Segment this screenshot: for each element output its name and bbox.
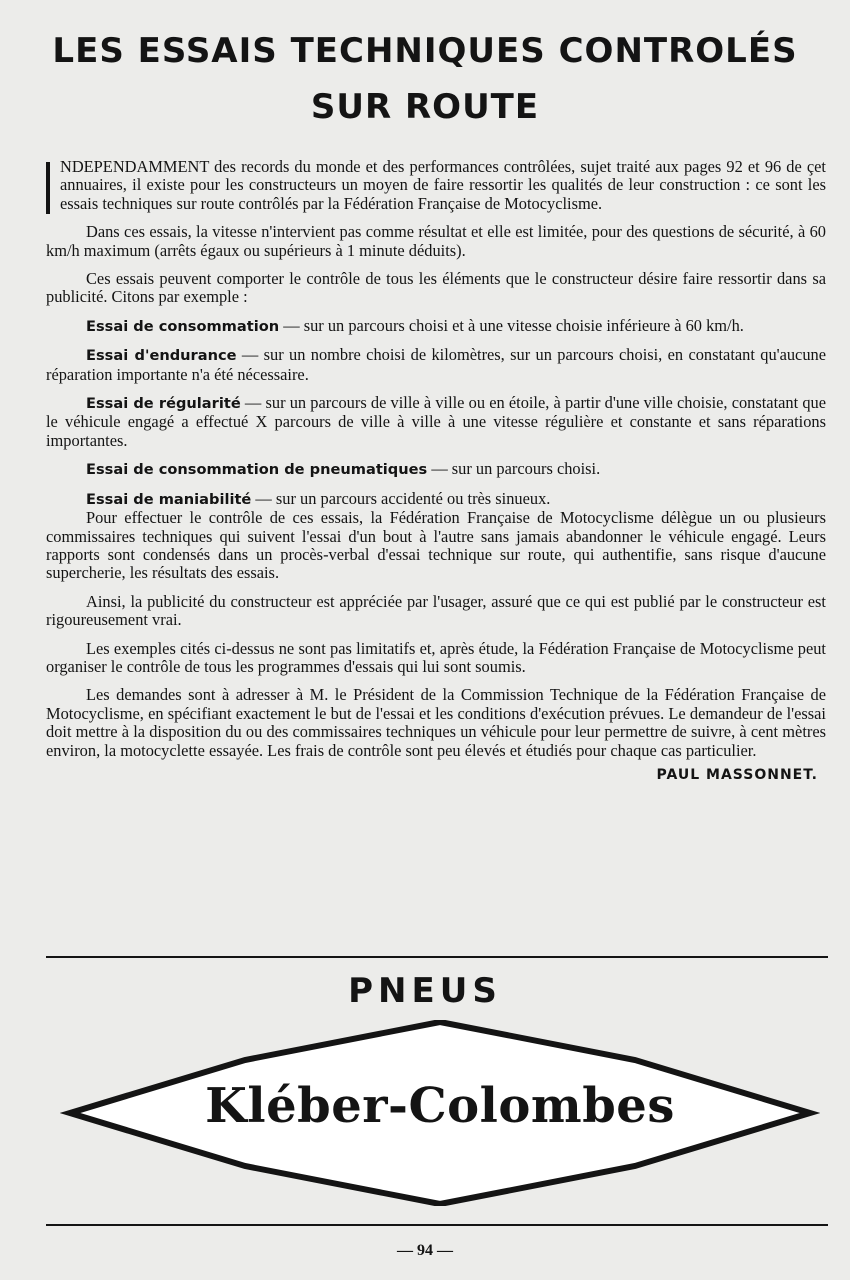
- intro-paragraph: [46, 158, 826, 213]
- paragraph-exemples: Les exemples cités ci-dessus ne sont pas limitatifs et, après étude, la Fédération Française de Motocyclisme peut organiser le contrôle de tous les programmes d'essais qui lui sont soumis.: [46, 638, 826, 676]
- advert-brand-name: Kléber-Colombes: [205, 1078, 675, 1134]
- list-item-text: — sur un nombre choisi de kilomètres, sur un parcours choisi, en constatant qu'aucune réparation importante n'a été nécessaire.: [46, 345, 826, 384]
- list-item-text: — sur un parcours choisi et à une vitesse choisie inférieure à 60 km/h.: [279, 315, 744, 335]
- divider-bottom: [46, 1224, 828, 1226]
- list-item-text: — sur un parcours accidenté ou très sinueux.: [251, 488, 551, 508]
- paragraph-controls: Ces essais peuvent comporter le contrôle de tous les éléments que le constructeur désire faire ressortir dans sa publicité. Citons par exemple :: [46, 269, 826, 307]
- list-item-text: — sur un parcours choisi.: [427, 459, 601, 479]
- page-number: — 94 —: [397, 1242, 453, 1259]
- author-signature: PAUL MASSONNET.: [656, 766, 818, 783]
- advert-heading: PNEUS: [348, 971, 502, 1011]
- list-item-pneumatiques: [46, 460, 826, 479]
- list-item-label: Essai d'endurance: [86, 347, 237, 365]
- list-item-endurance: [46, 346, 826, 384]
- list-item-text: — sur un parcours de ville à ville ou en étoile, à partir d'une ville choisie, constatant que le véhicule engagé a effectué X parcours de ville à ville à une vitesse régulière et constante et sans réparations importantes.: [46, 393, 826, 450]
- list-item-label: Essai de consommation: [86, 317, 280, 335]
- paragraph-demandes: Les demandes sont à adresser à M. le Président de la Commission Technique de la Fédération Française de Motocyclisme, en spécifiant exactement le but de l'essai et les conditions d'exécution prévues. Le demandeur de l'essai doit mettre à la disposition du ou des commissaires techniques un véhicule pour leur permettre de suivre, à cent mètres environ, la motocyclette essayée. Les frais de contrôle sont peu élevés et étudiés pour chaque cas particulier.: [46, 685, 826, 760]
- list-item-label: Essai de consommation de pneumatiques: [86, 461, 428, 479]
- divider-top: [46, 956, 828, 958]
- list-item-regularite: [46, 394, 826, 450]
- list-item-label: Essai de maniabilité: [86, 490, 252, 508]
- list-item-consommation: [46, 317, 826, 336]
- paragraph-publicite: Ainsi, la publicité du constructeur est appréciée par l'usager, assuré que ce qui est publié par le constructeur est rigoureusement vrai.: [46, 591, 826, 630]
- paragraph-commissaires: Pour effectuer le contrôle de ces essais, la Fédération Française de Motocyclisme délègue un ou plusieurs commissaires techniques qui suivent l'essai d'un bout à l'autre sans jamais abandonner le véhicule engagé. Leurs rapports sont condensés dans un procès-verbal d'essai technique sur route, qui authentifie, sans risque d'aucune supercherie, les résultats des essais.: [46, 508, 826, 583]
- paragraph-speed: Dans ces essais, la vitesse n'intervient pas comme résultat et elle est limitée, pour des questions de sécurité, à 60 km/h maximum (arrêts égaux ou supérieurs à 1 minute déduits).: [46, 222, 826, 260]
- intro-text: NDEPENDAMMENT des records du monde et des performances contrôlées, sujet traité aux pages 92 et 96 de çet annuaires, il existe pour les constructeurs un moyen de faire ressortir les qualités de leur construction : ce sont les essais techniques sur route contrôlés par la Fédération Française de Motocyclisme.: [60, 157, 826, 213]
- page-title-line-2: SUR ROUTE: [310, 87, 540, 127]
- article-body: [46, 158, 826, 784]
- list-item-maniabilite: [46, 490, 826, 509]
- drop-cap-i: [46, 162, 50, 214]
- page-title-line-1: LES ESSAIS TECHNIQUES CONTROLÉS: [52, 31, 798, 71]
- list-item-label: Essai de régularité: [86, 395, 241, 413]
